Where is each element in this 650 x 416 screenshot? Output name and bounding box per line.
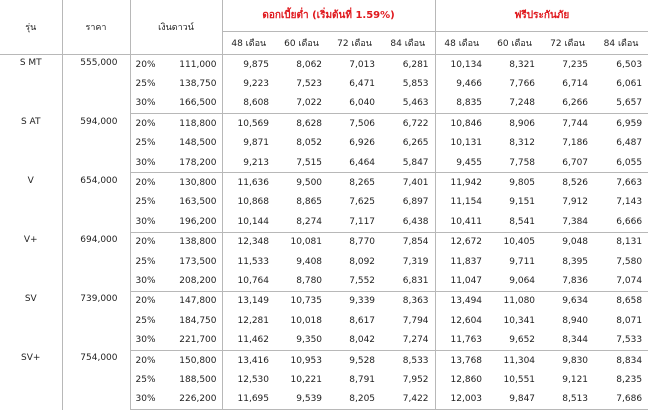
free-insurance-installment: 7,912	[562, 197, 589, 208]
free-insurance-installment: 6,503	[616, 59, 643, 70]
table-row	[0, 55, 648, 75]
table-row	[0, 114, 648, 134]
down-amount: 130,800	[179, 178, 217, 189]
low-interest-installment: 7,515	[275, 153, 328, 173]
down-percent: 20%	[130, 350, 161, 370]
down-percent: 20%	[130, 291, 161, 311]
free-insurance-installment: 7,580	[616, 256, 643, 267]
free-insurance-installment: 10,131	[435, 134, 488, 153]
free-insurance-installment: 11,154	[435, 193, 488, 212]
free-term-48: 48 เดือน	[435, 32, 488, 55]
free-insurance-installment: 7,384	[541, 212, 594, 232]
free-insurance-installment: 8,344	[541, 330, 594, 350]
down-amount: 221,700	[161, 330, 222, 350]
down-percent: 20%	[130, 232, 161, 252]
free-insurance-installment: 6,959	[616, 118, 643, 129]
free-insurance-installment: 9,634	[562, 296, 589, 307]
low-term-84: 84 เดือน	[381, 32, 435, 55]
low-interest-installment: 7,625	[349, 197, 376, 208]
model-price: 654,000	[62, 173, 130, 232]
low-interest-installment: 10,221	[290, 374, 323, 385]
free-insurance-installment: 8,526	[562, 178, 589, 189]
free-insurance-installment: 12,672	[435, 232, 488, 252]
free-insurance-installment: 9,121	[562, 374, 589, 385]
down-percent: 30%	[130, 94, 161, 114]
down-percent: 30%	[130, 153, 161, 173]
low-interest-installment: 8,052	[296, 138, 323, 149]
low-interest-installment: 9,350	[275, 330, 328, 350]
free-insurance-installment: 6,666	[594, 212, 648, 232]
low-term-48: 48 เดือน	[222, 32, 275, 55]
low-interest-installment: 10,018	[290, 315, 323, 326]
free-insurance-installment: 8,131	[616, 237, 643, 248]
model-price: 555,000	[62, 55, 130, 114]
low-interest-installment: 8,265	[349, 178, 376, 189]
low-interest-installment: 12,348	[222, 232, 275, 252]
low-interest-installment: 6,471	[349, 79, 376, 90]
low-interest-installment: 7,274	[381, 330, 435, 350]
low-interest-installment: 5,853	[402, 79, 429, 90]
down-percent: 30%	[130, 212, 161, 232]
low-interest-installment: 6,464	[328, 153, 381, 173]
low-interest-installment: 7,506	[349, 118, 376, 129]
low-interest-installment: 12,530	[222, 370, 275, 389]
free-insurance-installment: 6,055	[594, 153, 648, 173]
low-interest-installment: 6,040	[328, 94, 381, 114]
low-interest-installment: 10,868	[222, 193, 275, 212]
low-interest-installment: 10,735	[290, 296, 323, 307]
low-interest-installment: 8,092	[349, 256, 376, 267]
free-insurance-installment: 12,003	[435, 390, 488, 410]
free-insurance-installment: 10,134	[435, 55, 488, 75]
free-term-72: 72 เดือน	[541, 32, 594, 55]
low-interest-installment: 7,022	[275, 94, 328, 114]
low-interest-installment: 9,875	[222, 55, 275, 75]
low-interest-installment: 10,953	[290, 355, 323, 366]
model-name: SV	[24, 294, 37, 305]
low-interest-installment: 9,539	[275, 390, 328, 410]
free-insurance-installment: 11,763	[435, 330, 488, 350]
low-interest-installment: 6,897	[402, 197, 429, 208]
free-insurance-installment: 6,061	[616, 79, 643, 90]
down-percent: 25%	[130, 74, 161, 93]
low-interest-installment: 8,770	[349, 237, 376, 248]
header-row	[0, 0, 648, 32]
low-interest-installment: 7,319	[402, 256, 429, 267]
free-insurance-installment: 8,395	[562, 256, 589, 267]
down-amount: 163,500	[179, 197, 217, 208]
model-name: S AT	[20, 116, 41, 127]
free-term-60: 60 เดือน	[488, 32, 541, 55]
free-insurance-installment: 7,744	[562, 118, 589, 129]
low-interest-installment: 11,462	[222, 330, 275, 350]
low-interest-installment: 7,401	[402, 178, 429, 189]
down-percent: 25%	[130, 252, 161, 271]
free-insurance-installment: 11,080	[503, 296, 536, 307]
down-amount: 111,000	[179, 59, 217, 70]
free-insurance-installment: 7,248	[488, 94, 541, 114]
model-price: 694,000	[62, 232, 130, 291]
down-percent: 25%	[130, 134, 161, 153]
low-interest-installment: 6,438	[381, 212, 435, 232]
down-percent: 30%	[130, 330, 161, 350]
down-amount: 138,800	[179, 237, 217, 248]
low-interest-installment: 10,764	[222, 271, 275, 291]
free-insurance-installment: 8,658	[616, 296, 643, 307]
down-percent: 25%	[130, 311, 161, 330]
table-body	[0, 55, 648, 410]
free-insurance-installment: 10,551	[503, 374, 536, 385]
low-interest-installment: 7,117	[328, 212, 381, 232]
down-amount: 166,500	[161, 94, 222, 114]
down-amount: 148,500	[179, 138, 217, 149]
down-amount: 138,750	[179, 79, 217, 90]
free-insurance-installment: 10,341	[503, 315, 536, 326]
model-price: 594,000	[62, 114, 130, 173]
low-interest-installment: 7,523	[296, 79, 323, 90]
low-interest-installment: 8,628	[296, 118, 323, 129]
low-interest-installment: 8,608	[222, 94, 275, 114]
price-header: ราคา	[62, 0, 130, 55]
free-insurance-installment: 7,836	[541, 271, 594, 291]
low-interest-installment: 6,926	[349, 138, 376, 149]
model-name: V+	[23, 235, 38, 246]
low-interest-installment: 5,847	[381, 153, 435, 173]
low-interest-installment: 6,265	[402, 138, 429, 149]
low-interest-installment: 8,274	[275, 212, 328, 232]
low-interest-installment: 13,416	[222, 350, 275, 370]
model-price: 739,000	[62, 291, 130, 350]
free-insurance-installment: 11,942	[435, 173, 488, 193]
down-amount: 184,750	[179, 315, 217, 326]
table-row	[0, 291, 648, 311]
low-interest-installment: 6,831	[381, 271, 435, 291]
down-amount: 147,800	[179, 296, 217, 307]
free-insurance-installment: 10,846	[435, 114, 488, 134]
free-insurance-installment: 7,686	[594, 390, 648, 410]
down-percent: 20%	[130, 114, 161, 134]
down-percent: 30%	[130, 390, 161, 410]
low-interest-installment: 11,695	[222, 390, 275, 410]
free-insurance-installment: 8,940	[562, 315, 589, 326]
table-row	[0, 350, 648, 370]
low-term-60: 60 เดือน	[275, 32, 328, 55]
low-interest-installment: 10,081	[290, 237, 323, 248]
low-interest-header: ดอกเบี้ยต่ำ (เริ่มต้นที่ 1.59%)	[222, 0, 435, 32]
down-percent: 20%	[130, 173, 161, 193]
free-insurance-installment: 5,657	[594, 94, 648, 114]
free-insurance-installment: 9,151	[509, 197, 536, 208]
low-interest-installment: 9,871	[222, 134, 275, 153]
low-interest-installment: 13,149	[222, 291, 275, 311]
low-interest-installment: 8,865	[296, 197, 323, 208]
free-insurance-installment: 8,235	[616, 374, 643, 385]
low-term-72: 72 เดือน	[328, 32, 381, 55]
free-insurance-installment: 8,906	[509, 118, 536, 129]
down-amount: 226,200	[161, 390, 222, 410]
down-amount: 118,800	[179, 118, 217, 129]
down-amount: 173,500	[179, 256, 217, 267]
low-interest-installment: 8,780	[275, 271, 328, 291]
free-insurance-installment: 7,663	[616, 178, 643, 189]
low-interest-installment: 9,339	[349, 296, 376, 307]
low-interest-installment: 7,013	[349, 59, 376, 70]
free-insurance-installment: 9,805	[509, 178, 536, 189]
free-insurance-installment: 9,847	[488, 390, 541, 410]
low-interest-installment: 7,422	[381, 390, 435, 410]
model-name: V	[27, 175, 34, 186]
low-interest-installment: 11,636	[222, 173, 275, 193]
low-interest-installment: 7,794	[402, 315, 429, 326]
down-amount: 150,800	[179, 355, 217, 366]
free-insurance-installment: 7,235	[562, 59, 589, 70]
low-interest-installment: 7,552	[328, 271, 381, 291]
free-insurance-installment: 7,533	[594, 330, 648, 350]
free-insurance-installment: 11,304	[503, 355, 536, 366]
free-insurance-installment: 7,074	[594, 271, 648, 291]
low-interest-installment: 8,042	[328, 330, 381, 350]
low-interest-installment: 8,791	[349, 374, 376, 385]
table-row	[0, 173, 648, 193]
free-insurance-installment: 6,266	[541, 94, 594, 114]
free-insurance-installment: 10,405	[503, 237, 536, 248]
free-insurance-installment: 9,048	[562, 237, 589, 248]
down-amount: 178,200	[161, 153, 222, 173]
free-insurance-installment: 9,711	[509, 256, 536, 267]
down-percent: 30%	[130, 271, 161, 291]
free-insurance-installment: 9,466	[435, 74, 488, 93]
free-insurance-installment: 10,411	[435, 212, 488, 232]
model-name: S MT	[19, 58, 42, 68]
low-interest-installment: 10,569	[222, 114, 275, 134]
free-insurance-installment: 7,766	[509, 79, 536, 90]
low-interest-installment: 9,408	[296, 256, 323, 267]
low-interest-installment: 8,205	[328, 390, 381, 410]
model-header: รุ่น	[0, 0, 62, 55]
free-insurance-installment: 8,071	[616, 315, 643, 326]
low-interest-installment: 8,533	[402, 355, 429, 366]
down-amount: 196,200	[161, 212, 222, 232]
model-price: 754,000	[62, 350, 130, 409]
down-amount: 188,500	[179, 374, 217, 385]
down-percent: 25%	[130, 193, 161, 212]
low-interest-installment: 8,363	[402, 296, 429, 307]
free-insurance-installment: 7,758	[488, 153, 541, 173]
free-insurance-installment: 8,835	[435, 94, 488, 114]
free-insurance-installment: 8,834	[616, 355, 643, 366]
table-row	[0, 232, 648, 252]
free-insurance-installment: 12,860	[435, 370, 488, 389]
low-interest-installment: 11,533	[222, 252, 275, 271]
down-percent: 25%	[130, 370, 161, 389]
free-insurance-installment: 9,652	[488, 330, 541, 350]
free-insurance-installment: 13,768	[435, 350, 488, 370]
low-interest-installment: 10,144	[222, 212, 275, 232]
low-interest-installment: 9,223	[222, 74, 275, 93]
low-interest-installment: 8,062	[296, 59, 323, 70]
free-insurance-installment: 9,064	[488, 271, 541, 291]
down-amount: 208,200	[161, 271, 222, 291]
free-insurance-installment: 13,494	[435, 291, 488, 311]
low-interest-installment: 6,281	[402, 59, 429, 70]
free-insurance-installment: 6,707	[541, 153, 594, 173]
model-name: SV+	[21, 353, 41, 364]
free-insurance-header: ฟรีประกันภัย	[435, 0, 648, 32]
low-interest-installment: 12,281	[222, 311, 275, 330]
free-insurance-installment: 8,312	[509, 138, 536, 149]
down-percent: 20%	[130, 55, 161, 75]
low-interest-installment: 9,528	[349, 355, 376, 366]
low-interest-installment: 7,854	[402, 237, 429, 248]
free-insurance-installment: 11,837	[435, 252, 488, 271]
low-interest-installment: 5,463	[381, 94, 435, 114]
low-interest-installment: 7,952	[402, 374, 429, 385]
free-insurance-installment: 11,047	[435, 271, 488, 291]
free-term-84: 84 เดือน	[594, 32, 648, 55]
low-interest-installment: 8,617	[349, 315, 376, 326]
low-interest-installment: 9,500	[296, 178, 323, 189]
free-insurance-installment: 12,604	[435, 311, 488, 330]
down-payment-header: เงินดาวน์	[130, 0, 222, 55]
free-insurance-installment: 8,321	[509, 59, 536, 70]
low-interest-installment: 6,722	[402, 118, 429, 129]
low-interest-installment: 9,213	[222, 153, 275, 173]
free-insurance-installment: 8,513	[541, 390, 594, 410]
free-insurance-installment: 7,186	[562, 138, 589, 149]
free-insurance-installment: 9,455	[435, 153, 488, 173]
free-insurance-installment: 9,830	[562, 355, 589, 366]
free-insurance-installment: 8,541	[488, 212, 541, 232]
free-insurance-installment: 6,714	[562, 79, 589, 90]
free-insurance-installment: 7,143	[616, 197, 643, 208]
free-insurance-installment: 6,487	[616, 138, 643, 149]
